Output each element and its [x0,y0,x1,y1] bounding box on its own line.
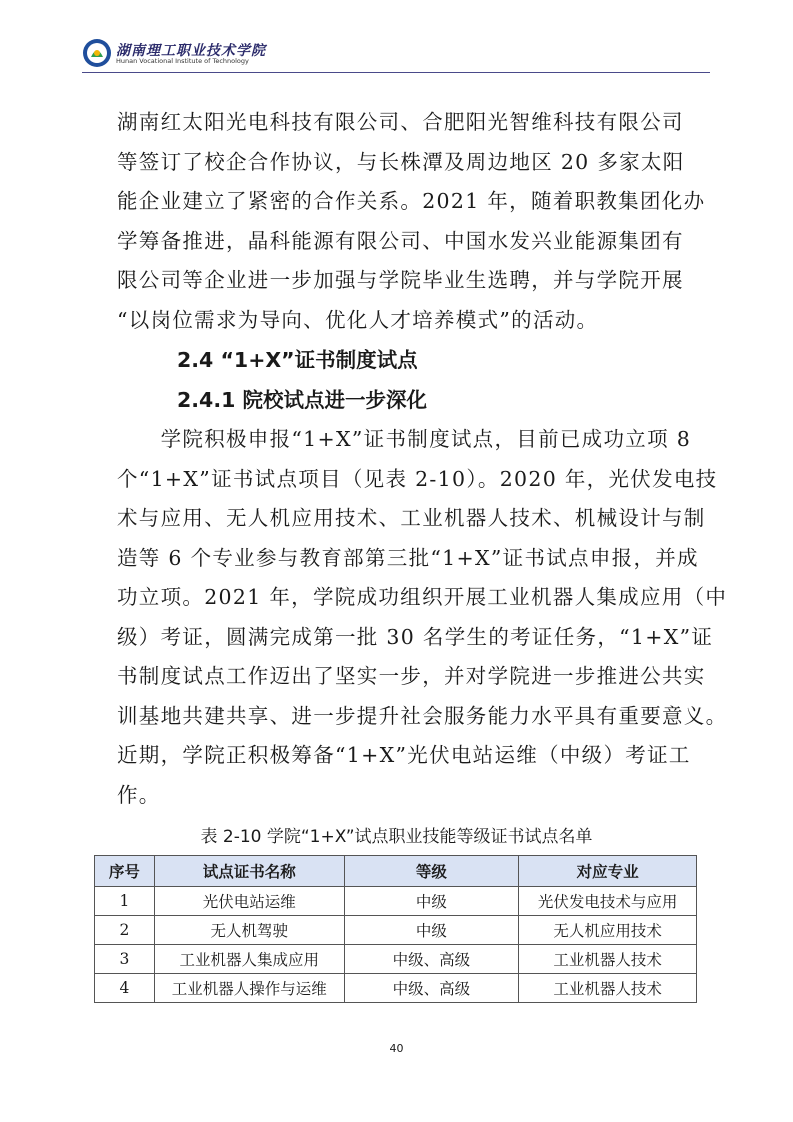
text-line: 湖南红太阳光电科技有限公司、合肥阳光智维科技有限公司 [117,110,684,134]
text-line: “以岗位需求为导向、优化人才培养模式”的活动。 [117,307,599,332]
cell-index: 1 [95,887,155,916]
cell-cert-name: 工业机器人集成应用 [154,945,344,974]
cell-level: 中级、高级 [344,974,519,1003]
cell-major: 工业机器人技术 [519,974,697,1003]
section-heading: 2.4 “1+X”证书制度试点 [177,348,418,372]
cell-level: 中级 [344,887,519,916]
text-line: 术与应用、无人机应用技术、工业机器人技术、机械设计与制 [117,506,706,530]
table-caption: 表 2-10 学院“1+X”试点职业技能等级证书试点名单 [200,827,593,847]
cell-cert-name: 无人机驾驶 [154,916,344,945]
subsection-heading: 2.4.1 院校试点进一步深化 [177,388,428,412]
cell-level: 中级 [344,916,519,945]
page-header [82,38,710,74]
main-content [117,103,728,815]
header-divider [82,72,710,73]
cell-major: 工业机器人技术 [519,945,697,974]
cell-major: 无人机应用技术 [519,916,697,945]
text-line: 训基地共建共享、进一步提升社会服务能力水平具有重要意义。 [117,703,728,728]
section-paragraph [117,420,728,815]
header-cell-level: 等级 [344,856,519,887]
text-line: 学筹备推进，晶科能源有限公司、中国水发兴业能源集团有 [117,228,684,253]
text-line: 作。 [117,782,161,807]
cell-level: 中级、高级 [344,945,519,974]
text-line: 造等 6 个专业参与教育部第三批“1+X”证书试点申报，并成 [117,545,699,570]
school-logo-icon [82,38,112,68]
certificate-table [94,855,697,1003]
cell-cert-name: 光伏电站运维 [154,887,344,916]
cell-cert-name: 工业机器人操作与运维 [154,974,344,1003]
table-row [95,887,697,916]
cell-index: 4 [95,974,155,1003]
table-header-row [95,856,697,887]
table-row [95,945,697,974]
cell-index: 2 [95,916,155,945]
page-number: 40 [389,1042,404,1055]
header-cell-major: 对应专业 [519,856,697,887]
text-line: 学院积极申报“1+X”证书制度试点，目前已成功立项 8 [117,427,692,451]
text-line: 限公司等企业进一步加强与学院毕业生选聘，并与学院开展 [117,268,684,292]
school-name-en: Hunan Vocational Institute of Technology [116,57,249,65]
table-row [95,916,697,945]
cell-major: 光伏发电技术与应用 [519,887,697,916]
text-line: 个“1+X”证书试点项目（见表 2-10）。2020 年，光伏发电技 [117,466,718,491]
text-line: 级）考证，圆满完成第一批 30 名学生的考证任务，“1+X”证 [117,624,714,649]
table-row [95,974,697,1003]
school-name: 湖南理工职业技术学院 [116,43,266,59]
text-line: 能企业建立了紧密的合作关系。2021 年，随着职教集团化办 [117,189,706,213]
header-cell-cert-name: 试点证书名称 [154,856,344,887]
text-line: 近期，学院正积极筹备“1+X”光伏电站运维（中级）考证工 [117,743,691,767]
cell-index: 3 [95,945,155,974]
intro-paragraph [117,103,706,340]
text-line: 等签订了校企合作协议，与长株潭及周边地区 20 多家太阳 [117,149,685,174]
text-line: 书制度试点工作迈出了坚实一步，并对学院进一步推进公共实 [117,664,706,688]
text-line: 功立项。2021 年，学院成功组织开展工业机器人集成应用（中 [117,585,728,609]
header-cell-index: 序号 [95,856,155,887]
